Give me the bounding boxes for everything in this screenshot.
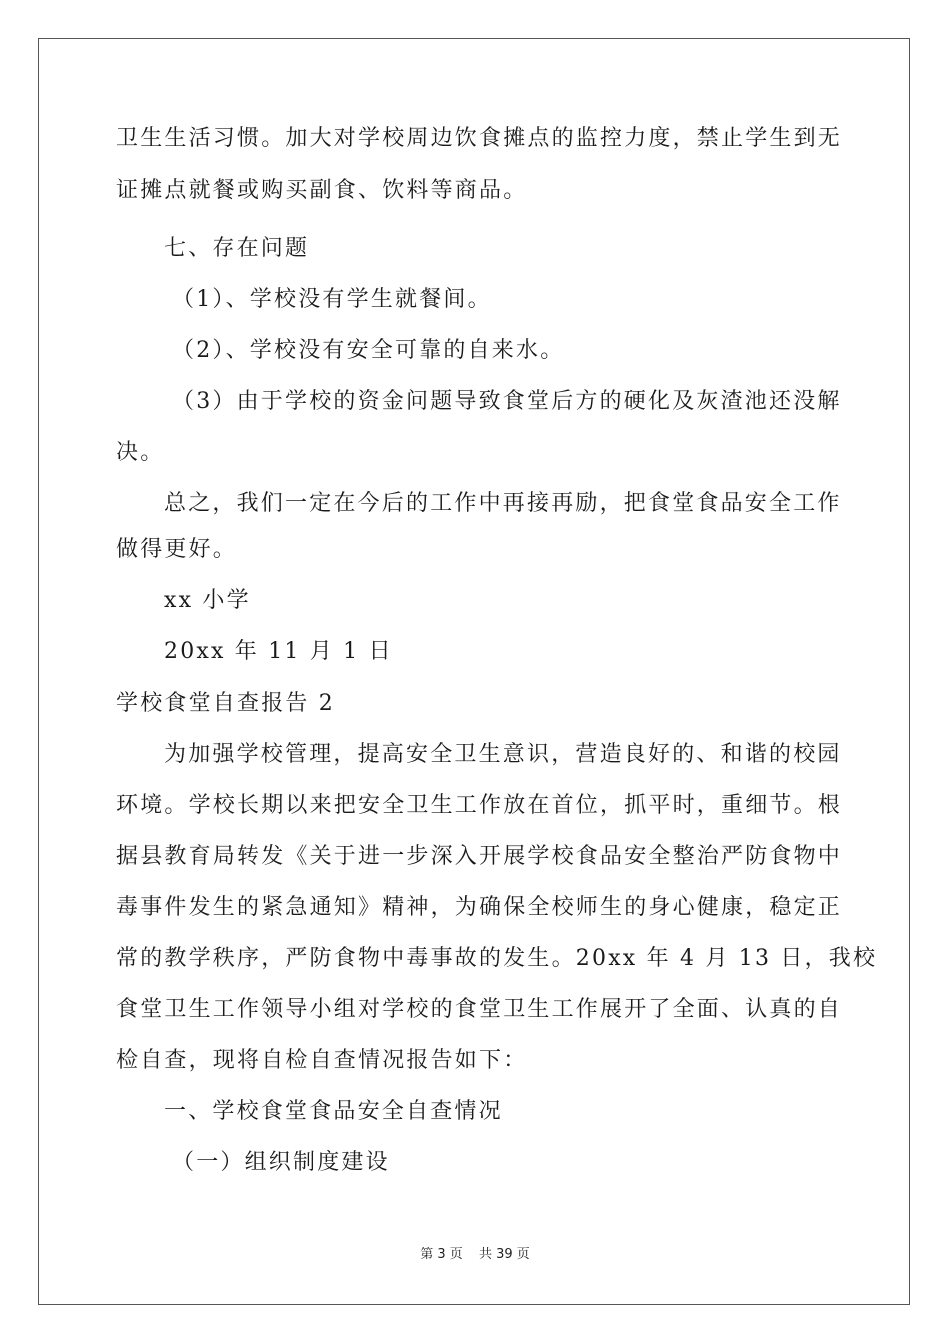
paragraph-line: 据县教育局转发《关于进一步深入开展学校食品安全整治严防食物中 bbox=[116, 844, 843, 869]
paragraph-line: 常的教学秩序，严防食物中毒事故的发生。20xx 年 4 月 13 日，我校 bbox=[116, 946, 878, 971]
paragraph-line: 做得更好。 bbox=[116, 537, 238, 562]
paragraph-line: 毒事件发生的紧急通知》精神，为确保全校师生的身心健康，稳定正 bbox=[116, 895, 843, 920]
section-heading: 一、学校食堂食品安全自查情况 bbox=[164, 1099, 503, 1124]
paragraph-line: 总之，我们一定在今后的工作中再接再励，把食堂食品安全工作 bbox=[164, 491, 842, 516]
page-number: 第 3 页 bbox=[420, 1247, 463, 1262]
signature-date: 20xx 年 11 月 1 日 bbox=[164, 639, 393, 664]
paragraph-line: 证摊点就餐或购买副食、饮料等商品。 bbox=[116, 178, 528, 203]
list-item: （2）、学校没有安全可靠的自来水。 bbox=[172, 338, 565, 363]
subsection-heading: （一）组织制度建设 bbox=[172, 1150, 390, 1175]
paragraph-line: 环境。学校长期以来把安全卫生工作放在首位，抓平时，重细节。根 bbox=[116, 793, 843, 818]
paragraph-line: 食堂卫生工作领导小组对学校的食堂卫生工作展开了全面、认真的自 bbox=[116, 997, 843, 1022]
page-total: 共 39 页 bbox=[478, 1247, 530, 1262]
section-heading: 七、存在问题 bbox=[164, 236, 310, 261]
paragraph-line: 卫生生活习惯。加大对学校周边饮食摊点的监控力度，禁止学生到无 bbox=[116, 126, 843, 151]
list-item: （3）由于学校的资金问题导致食堂后方的硬化及灰渣池还没解 bbox=[172, 389, 842, 414]
paragraph-line: 检自查，现将自检自查情况报告如下： bbox=[116, 1048, 528, 1073]
paragraph-line: 为加强学校管理，提高安全卫生意识，营造良好的、和谐的校园 bbox=[164, 742, 842, 767]
paragraph-line: 决。 bbox=[116, 440, 165, 465]
signature-school: xx 小学 bbox=[164, 588, 251, 613]
list-item: （1）、学校没有学生就餐间。 bbox=[172, 287, 492, 312]
page-footer bbox=[0, 1243, 950, 1262]
report-title: 学校食堂自查报告 2 bbox=[116, 691, 335, 716]
